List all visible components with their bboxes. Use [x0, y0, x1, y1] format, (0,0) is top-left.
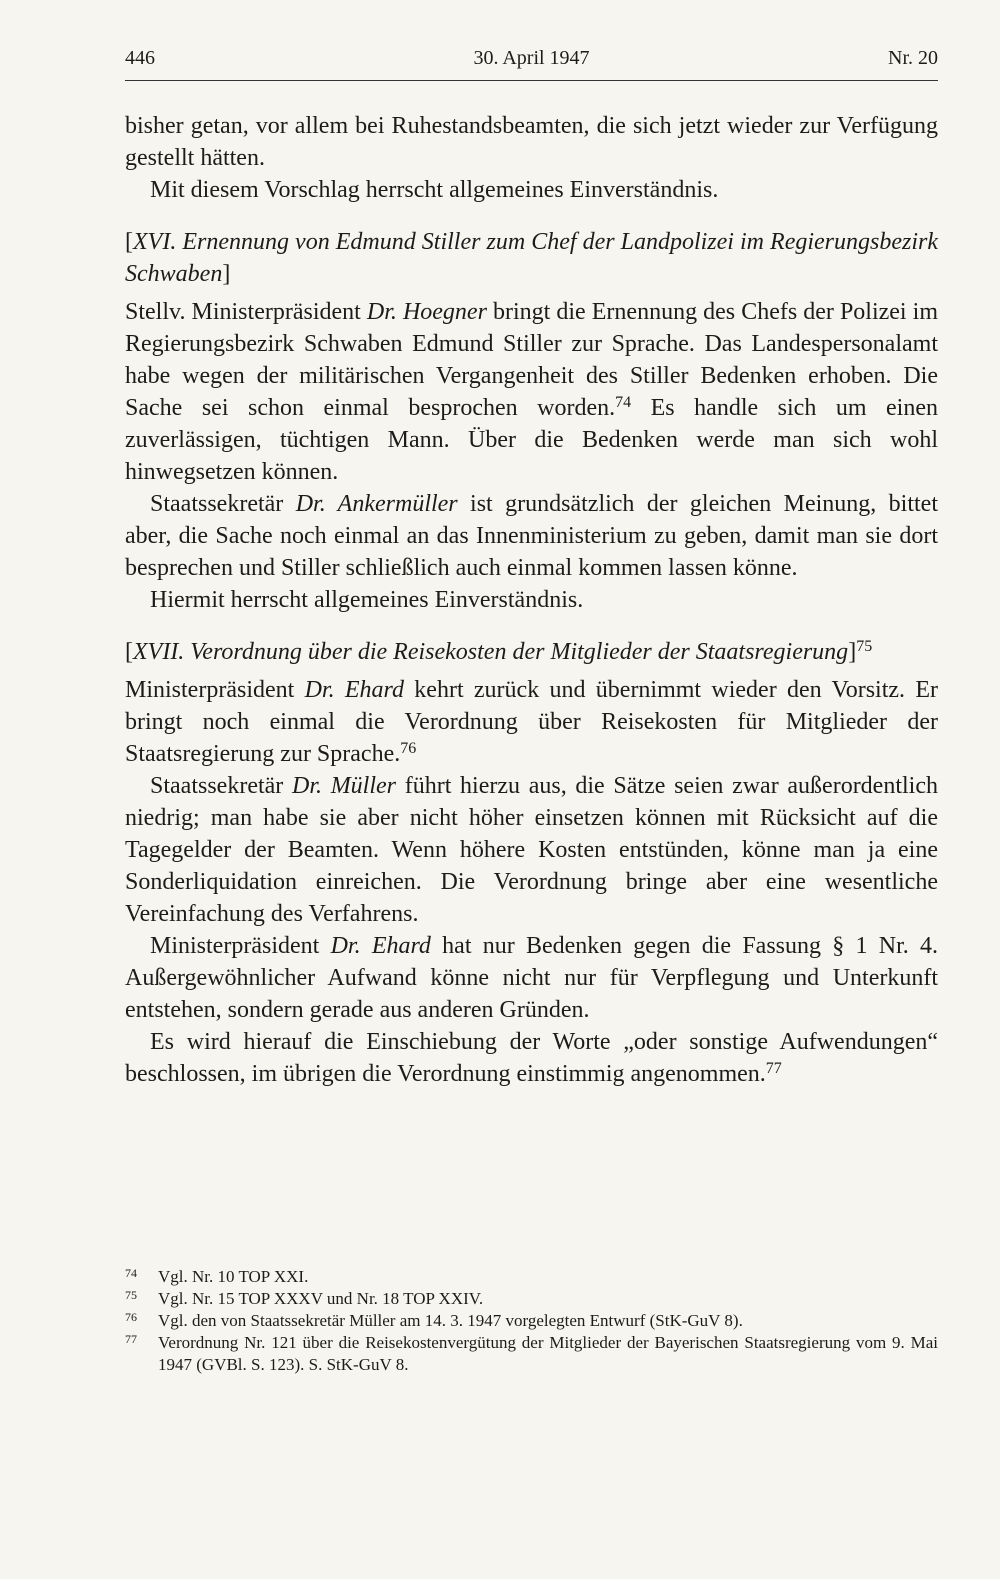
paragraph-text: hat nur Bedenken gegen die Fassung § 1 Nr. 4. Außergewöhnlicher Aufwand könne nicht nur für Verpflegung und Unterkunft entstehen, sondern gerade aus anderen Gründen.	[125, 933, 938, 1023]
paragraph-ankermueller	[125, 488, 938, 584]
footnote-text: Vgl. den von Staatssekretär Müller am 14. 3. 1947 vorgelegten Entwurf (StK-GuV 8).	[158, 1311, 743, 1330]
header-date: 30. April 1947	[473, 47, 590, 69]
paragraph-hoegner	[125, 296, 938, 488]
paragraph-resolution	[125, 1026, 938, 1090]
footnote-item	[125, 1310, 938, 1332]
paragraph-text: Es wird hierauf die Einschiebung der Worte „oder sonstige Aufwendungen“ beschlossen, im übrigen die Verordnung einstimmig angenommen.	[125, 1029, 938, 1087]
heading-text: XVII. Verordnung über die Reisekosten der Mitglieder der Staatsregierung	[133, 639, 849, 665]
footnote-number: 76	[125, 1310, 137, 1324]
footnote-number: 74	[125, 1266, 137, 1280]
paragraph-text: Es handle sich um einen zuverlässigen, tüchtigen Mann. Über die Bedenken werde man sich wohl hinwegsetzen können.	[125, 395, 938, 485]
paragraph-consensus-2	[125, 584, 938, 616]
footnote-number: 75	[125, 1288, 137, 1302]
speaker-name: Dr. Hoegner	[366, 299, 487, 325]
paragraph-text: Staatssekretär	[150, 773, 292, 799]
footnote-ref: 77	[765, 1060, 782, 1077]
paragraph-text: Stellv. Ministerpräsident	[125, 299, 367, 325]
footnote-item	[125, 1288, 938, 1310]
paragraph-text: bringt die Ernennung des Chefs der Polizei im Regierungsbezirk Schwaben Edmund Stiller zur Sprache. Das Landespersonalamt habe wegen der militärischen Vergangenheit des Stiller Bedenken erhoben. Die Sache sei schon einmal besprochen worden.	[125, 299, 939, 421]
footnote-text: Vgl. Nr. 15 TOP XXXV und Nr. 18 TOP XXIV.	[158, 1289, 484, 1308]
paragraph-ehard-2	[125, 930, 938, 1026]
paragraph-text: Mit diesem Vorschlag herrscht allgemeines Einverständnis.	[150, 177, 719, 203]
paragraph-text: bisher getan, vor allem bei Ruhestandsbeamten, die sich jetzt wieder zur Verfügung gestellt hätten.	[125, 113, 938, 171]
running-header	[125, 47, 938, 77]
paragraph-mueller	[125, 770, 938, 930]
main-text	[125, 110, 938, 1090]
footnote-ref: 76	[400, 740, 417, 757]
bracket-open: [	[125, 229, 133, 255]
footnote-text: Vgl. Nr. 10 TOP XXI.	[158, 1267, 309, 1286]
footnote-item	[125, 1266, 938, 1288]
footnote-item	[125, 1332, 938, 1376]
paragraph-consensus	[125, 174, 938, 206]
bracket-open: [	[125, 639, 133, 665]
header-rule	[125, 80, 938, 81]
speaker-name: Dr. Ankermüller	[295, 491, 458, 517]
bracket-close: ]	[848, 639, 857, 665]
footnote-ref: 74	[615, 394, 632, 411]
speaker-name: Dr. Ehard	[330, 933, 431, 959]
section-heading-xvi	[125, 226, 938, 290]
footnotes	[125, 1266, 938, 1376]
paragraph-text: Staatssekretär	[150, 491, 296, 517]
footnote-number: 77	[125, 1332, 137, 1346]
issue-number: Nr. 20	[888, 47, 938, 69]
heading-text: XVI. Ernennung von Edmund Stiller zum Chef der Landpolizei im Regierungsbezirk Schwaben	[125, 229, 938, 287]
section-heading-xvii	[125, 636, 938, 668]
paragraph-ehard	[125, 674, 938, 770]
paragraph-text: Hiermit herrscht allgemeines Einverständnis.	[150, 587, 584, 613]
paragraph-text: kehrt zurück und übernimmt wieder den Vorsitz. Er bringt noch einmal die Verordnung über Reisekosten für Mitglieder der Staatsregierung zur Sprache.	[125, 677, 938, 767]
footnote-ref: 75	[856, 638, 873, 655]
page-number: 446	[125, 47, 155, 69]
paragraph-text: ist grundsätzlich der gleichen Meinung, bittet aber, die Sache noch einmal an das Innenministerium zu geben, damit man sie dort besprechen und Stiller schließlich auch einmal kommen lassen könne.	[125, 491, 938, 581]
paragraph-text: führt hierzu aus, die Sätze seien zwar außerordentlich niedrig; man habe sie aber nicht höher einsetzen können mit Rücksicht auf die Tagegelder der Beamten. Wenn höhere Kosten entstünden, könne man ja eine Sonderliquidation einreichen. Die Verordnung bringe aber eine wesentliche Vereinfachung des Verfahrens.	[125, 773, 938, 927]
paragraph-text: Ministerpräsident	[125, 677, 305, 703]
bracket-close: ]	[222, 261, 231, 287]
speaker-name: Dr. Ehard	[304, 677, 405, 703]
footnote-text: Verordnung Nr. 121 über die Reisekostenvergütung der Mitglieder der Bayerischen Staatsregierung vom 9. Mai 1947 (GVBl. S. 123). S. StK-GuV 8.	[158, 1333, 938, 1374]
speaker-name: Dr. Müller	[291, 773, 397, 799]
paragraph-continuation	[125, 110, 938, 174]
paragraph-text: Ministerpräsident	[150, 933, 331, 959]
